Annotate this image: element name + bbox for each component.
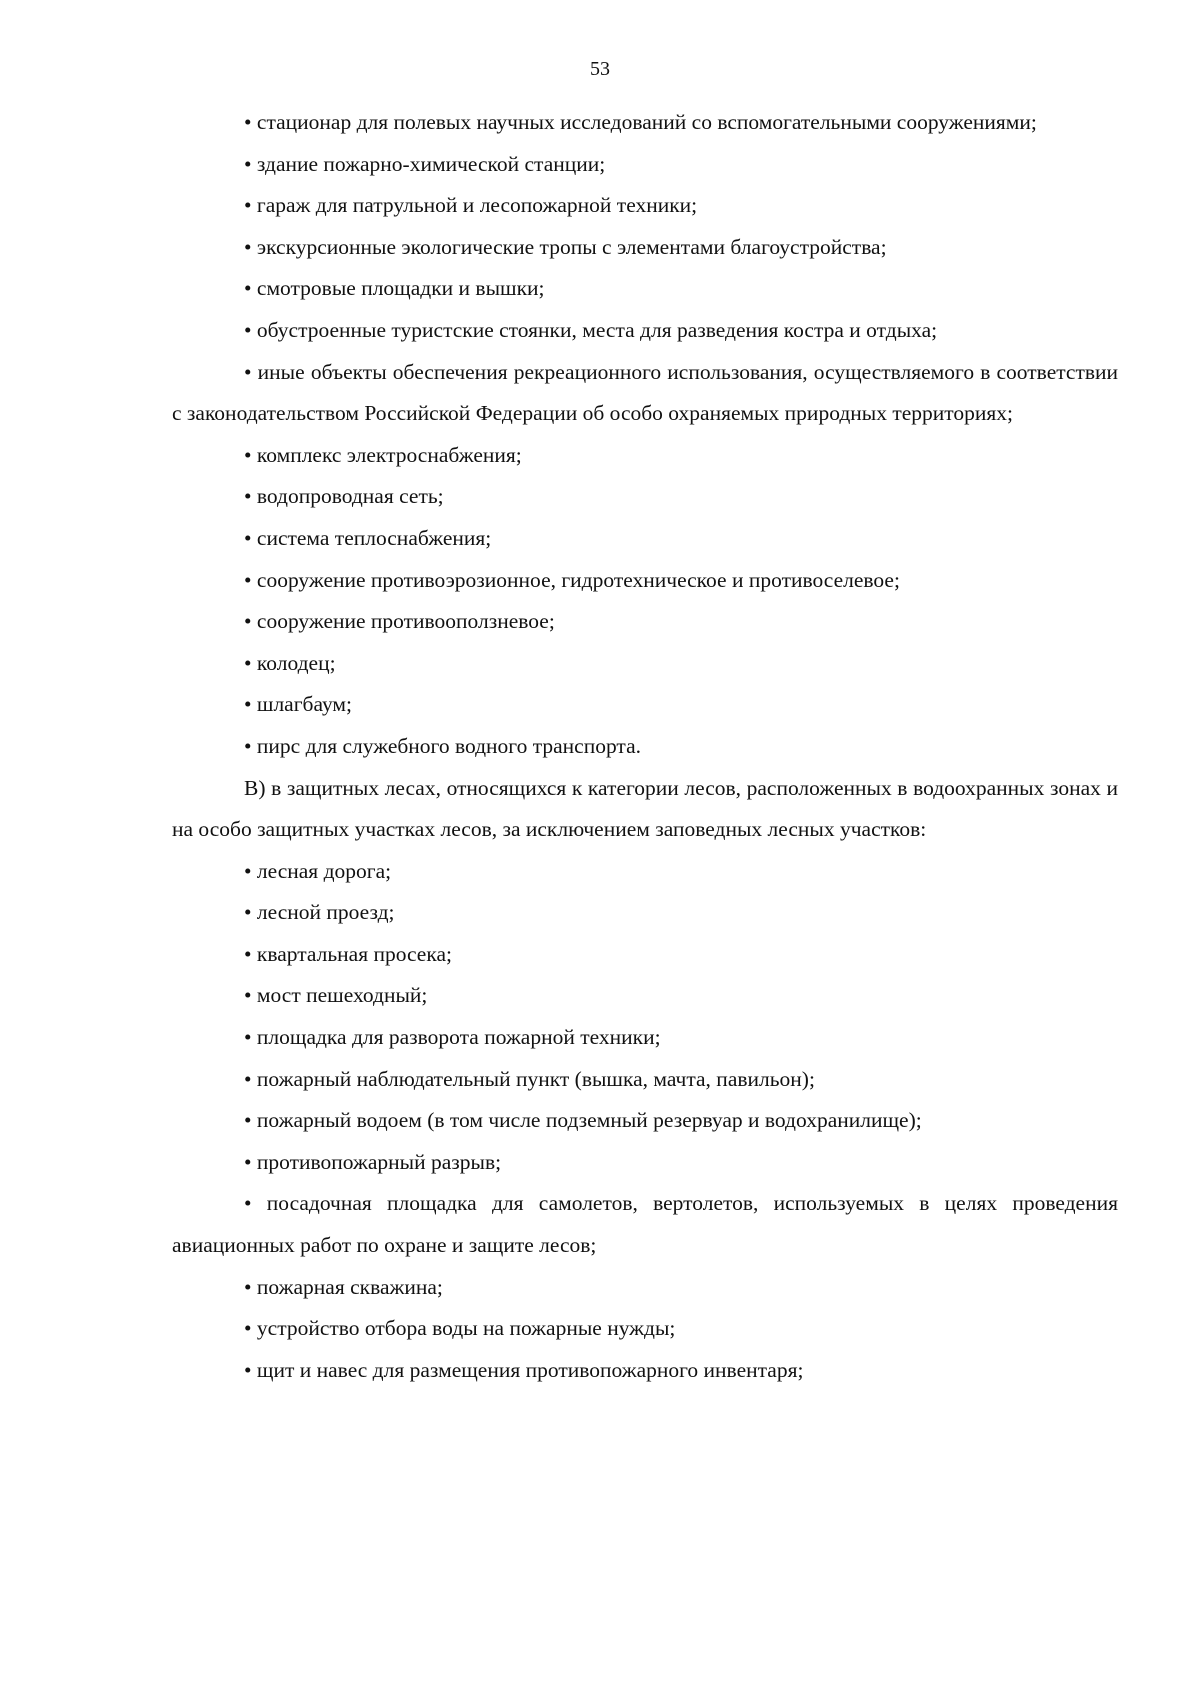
list-item: • противопожарный разрыв; bbox=[244, 1149, 502, 1174]
list-item: • площадка для разворота пожарной техники; bbox=[244, 1025, 661, 1050]
list-item: • стационар для полевых научных исследований со вспомогательными сооружениями; bbox=[244, 110, 1037, 134]
list-item: • гараж для патрульной и лесопожарной техники; bbox=[244, 193, 698, 218]
list-item: • квартальная просека; bbox=[244, 941, 452, 966]
list-item: • устройство отбора воды на пожарные нужды; bbox=[244, 1316, 676, 1341]
list-item: • колодец; bbox=[244, 650, 336, 675]
list-item: • система теплоснабжения; bbox=[244, 525, 492, 550]
list-item: • щит и навес для размещения противопожарного инвентаря; bbox=[244, 1357, 804, 1382]
page-number: 53 bbox=[590, 58, 610, 80]
list-item: • обустроенные туристские стоянки, места для разведения костра и отдыха; bbox=[244, 317, 938, 342]
list-item: • пожарный наблюдательный пункт (вышка, мачта, павильон); bbox=[244, 1066, 815, 1091]
list-item: • здание пожарно-химической станции; bbox=[244, 151, 606, 176]
list-item: • иные объекты обеспечения рекреационного использования, осуществляемого в соответствии с законодательством Российской Федерации об особо охраняемых природных территориях; bbox=[172, 359, 1118, 426]
list-item: • шлагбаум; bbox=[244, 692, 352, 717]
list-item: • сооружение противооползневое; bbox=[244, 609, 555, 634]
list-item: • посадочная площадка для самолетов, вертолетов, используемых в целях проведения авиационных работ по охране и защите лесов; bbox=[172, 1191, 1118, 1258]
list-item: • смотровые площадки и вышки; bbox=[244, 276, 545, 301]
list-item: • экскурсионные экологические тропы с элементами благоустройства; bbox=[244, 234, 887, 259]
list-item: • пожарный водоем (в том числе подземный резервуар и водохранилище); bbox=[244, 1108, 922, 1133]
list-item: • сооружение противоэрозионное, гидротехническое и противоселевое; bbox=[244, 567, 900, 592]
list-item: • лесной проезд; bbox=[244, 900, 395, 925]
list-item: • пожарная скважина; bbox=[244, 1274, 443, 1299]
list-item: • водопроводная сеть; bbox=[244, 484, 444, 509]
section-paragraph: В) в защитных лесах, относящихся к категории лесов, расположенных в водоохранных зонах и на особо защитных участках лесов, за исключением заповедных лесных участков: bbox=[172, 775, 1118, 842]
list-item: • мост пешеходный; bbox=[244, 983, 428, 1008]
document-body bbox=[172, 102, 1118, 1391]
list-item: • лесная дорога; bbox=[244, 858, 392, 883]
list-item: • пирс для служебного водного транспорта. bbox=[244, 733, 642, 758]
list-item: • комплекс электроснабжения; bbox=[244, 442, 522, 467]
